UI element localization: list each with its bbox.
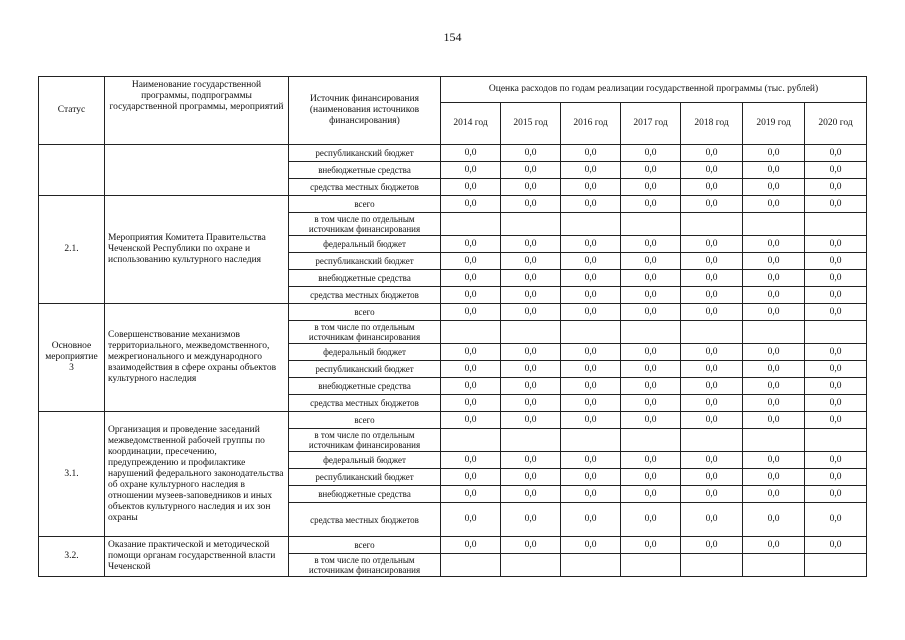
status-cell: 3.1.	[39, 412, 105, 537]
value-cell: 0,0	[561, 287, 621, 304]
value-cell	[805, 429, 867, 452]
value-cell: 0,0	[621, 162, 681, 179]
value-cell	[501, 321, 561, 344]
value-cell: 0,0	[681, 145, 743, 162]
value-cell: 0,0	[441, 344, 501, 361]
name-cell: Организация и проведение заседаний межведомственной рабочей группы по координации, пресечению, предупреждению и профилактике нарушений федерального законодательства об охране культурного наследия в отношении музеев-заповедников и иных объектов культурного наследия и их зон охраны	[105, 412, 289, 537]
source-cell: средства местных бюджетов	[289, 503, 441, 537]
value-cell: 0,0	[501, 304, 561, 321]
value-cell	[621, 429, 681, 452]
value-cell	[501, 554, 561, 577]
value-cell: 0,0	[441, 162, 501, 179]
value-cell: 0,0	[621, 179, 681, 196]
value-cell	[561, 554, 621, 577]
value-cell: 0,0	[441, 378, 501, 395]
value-cell: 0,0	[743, 395, 805, 412]
value-cell: 0,0	[621, 378, 681, 395]
value-cell: 0,0	[805, 378, 867, 395]
value-cell: 0,0	[805, 486, 867, 503]
value-cell	[561, 429, 621, 452]
status-cell: 3.2.	[39, 537, 105, 577]
value-cell: 0,0	[805, 162, 867, 179]
value-cell	[441, 554, 501, 577]
value-cell: 0,0	[805, 503, 867, 537]
value-cell: 0,0	[805, 361, 867, 378]
value-cell: 0,0	[681, 395, 743, 412]
value-cell: 0,0	[501, 179, 561, 196]
value-cell: 0,0	[805, 179, 867, 196]
source-cell: внебюджетные средства	[289, 486, 441, 503]
value-cell: 0,0	[681, 304, 743, 321]
status-cell: Основное мероприятие 3	[39, 304, 105, 412]
source-cell: всего	[289, 304, 441, 321]
value-cell: 0,0	[621, 344, 681, 361]
value-cell: 0,0	[501, 196, 561, 213]
name-cell: Совершенствование механизмов территориального, межведомственного, межрегионального и международного взаимодействия в сфере охраны объектов культурного наследия	[105, 304, 289, 412]
value-cell: 0,0	[743, 145, 805, 162]
value-cell: 0,0	[561, 270, 621, 287]
source-cell: всего	[289, 196, 441, 213]
value-cell: 0,0	[681, 486, 743, 503]
value-cell: 0,0	[441, 486, 501, 503]
value-cell	[621, 554, 681, 577]
value-cell: 0,0	[561, 145, 621, 162]
header-year: 2015 год	[501, 103, 561, 145]
value-cell: 0,0	[743, 412, 805, 429]
value-cell: 0,0	[805, 537, 867, 554]
value-cell: 0,0	[501, 378, 561, 395]
value-cell	[743, 213, 805, 236]
source-cell: в том числе по отдельным источникам финансирования	[289, 213, 441, 236]
value-cell: 0,0	[681, 378, 743, 395]
source-cell: всего	[289, 412, 441, 429]
value-cell	[561, 321, 621, 344]
value-cell: 0,0	[743, 304, 805, 321]
value-cell: 0,0	[621, 361, 681, 378]
header-source: Источник финансирования (наименования источников финансирования)	[289, 77, 441, 145]
table-row	[39, 537, 867, 554]
source-cell: федеральный бюджет	[289, 236, 441, 253]
status-cell	[39, 145, 105, 196]
value-cell: 0,0	[621, 486, 681, 503]
value-cell: 0,0	[501, 486, 561, 503]
value-cell: 0,0	[681, 452, 743, 469]
table-row	[39, 145, 867, 162]
value-cell: 0,0	[501, 270, 561, 287]
value-cell: 0,0	[621, 537, 681, 554]
value-cell: 0,0	[501, 469, 561, 486]
value-cell: 0,0	[743, 344, 805, 361]
value-cell: 0,0	[743, 378, 805, 395]
value-cell: 0,0	[681, 537, 743, 554]
value-cell: 0,0	[805, 236, 867, 253]
header-year: 2019 год	[743, 103, 805, 145]
value-cell: 0,0	[681, 344, 743, 361]
value-cell: 0,0	[681, 196, 743, 213]
value-cell: 0,0	[501, 361, 561, 378]
value-cell: 0,0	[743, 253, 805, 270]
value-cell: 0,0	[561, 344, 621, 361]
value-cell: 0,0	[681, 179, 743, 196]
value-cell: 0,0	[561, 236, 621, 253]
table-row	[39, 304, 867, 321]
header-name: Наименование государственной программы, подпрограммы государственной программы, мероприятий	[105, 77, 289, 145]
name-cell	[105, 145, 289, 196]
value-cell: 0,0	[561, 503, 621, 537]
value-cell: 0,0	[743, 503, 805, 537]
value-cell: 0,0	[441, 537, 501, 554]
value-cell: 0,0	[561, 452, 621, 469]
value-cell: 0,0	[681, 503, 743, 537]
value-cell: 0,0	[743, 469, 805, 486]
value-cell: 0,0	[743, 179, 805, 196]
value-cell: 0,0	[621, 145, 681, 162]
value-cell	[805, 321, 867, 344]
value-cell	[621, 321, 681, 344]
value-cell: 0,0	[621, 395, 681, 412]
source-cell: в том числе по отдельным источникам финансирования	[289, 554, 441, 577]
value-cell: 0,0	[621, 236, 681, 253]
source-cell: в том числе по отдельным источникам финансирования	[289, 321, 441, 344]
value-cell: 0,0	[805, 304, 867, 321]
value-cell: 0,0	[743, 287, 805, 304]
value-cell: 0,0	[621, 270, 681, 287]
value-cell: 0,0	[743, 361, 805, 378]
value-cell: 0,0	[681, 253, 743, 270]
value-cell: 0,0	[441, 270, 501, 287]
value-cell: 0,0	[805, 452, 867, 469]
value-cell: 0,0	[441, 287, 501, 304]
source-cell: внебюджетные средства	[289, 378, 441, 395]
source-cell: средства местных бюджетов	[289, 395, 441, 412]
value-cell: 0,0	[621, 253, 681, 270]
value-cell: 0,0	[743, 162, 805, 179]
value-cell: 0,0	[561, 361, 621, 378]
value-cell: 0,0	[501, 537, 561, 554]
source-cell: федеральный бюджет	[289, 344, 441, 361]
source-cell: республиканский бюджет	[289, 253, 441, 270]
value-cell: 0,0	[441, 361, 501, 378]
value-cell	[561, 213, 621, 236]
table-row	[39, 196, 867, 213]
value-cell	[743, 554, 805, 577]
value-cell	[681, 429, 743, 452]
value-cell: 0,0	[501, 412, 561, 429]
value-cell	[743, 321, 805, 344]
value-cell: 0,0	[805, 395, 867, 412]
header-status: Статус	[39, 77, 105, 145]
value-cell: 0,0	[805, 469, 867, 486]
value-cell: 0,0	[561, 304, 621, 321]
value-cell	[441, 429, 501, 452]
value-cell: 0,0	[805, 412, 867, 429]
value-cell: 0,0	[441, 145, 501, 162]
name-cell: Оказание практической и методической помощи органам государственной власти Чеченской	[105, 537, 289, 577]
value-cell: 0,0	[441, 179, 501, 196]
value-cell: 0,0	[501, 162, 561, 179]
value-cell	[743, 429, 805, 452]
value-cell: 0,0	[805, 145, 867, 162]
header-year: 2017 год	[621, 103, 681, 145]
value-cell: 0,0	[561, 162, 621, 179]
source-cell: республиканский бюджет	[289, 469, 441, 486]
value-cell: 0,0	[681, 361, 743, 378]
value-cell: 0,0	[501, 236, 561, 253]
value-cell: 0,0	[805, 253, 867, 270]
value-cell: 0,0	[501, 452, 561, 469]
header-year: 2016 год	[561, 103, 621, 145]
value-cell: 0,0	[561, 196, 621, 213]
header-year: 2014 год	[441, 103, 501, 145]
value-cell: 0,0	[441, 452, 501, 469]
value-cell: 0,0	[681, 270, 743, 287]
value-cell: 0,0	[621, 412, 681, 429]
value-cell: 0,0	[743, 452, 805, 469]
budget-table	[38, 76, 867, 577]
value-cell: 0,0	[561, 378, 621, 395]
value-cell: 0,0	[681, 162, 743, 179]
value-cell	[501, 213, 561, 236]
header-year: 2018 год	[681, 103, 743, 145]
source-cell: федеральный бюджет	[289, 452, 441, 469]
value-cell	[501, 429, 561, 452]
header-estimate: Оценка расходов по годам реализации государственной программы (тыс. рублей)	[441, 77, 867, 103]
value-cell	[441, 213, 501, 236]
source-cell: внебюджетные средства	[289, 270, 441, 287]
value-cell: 0,0	[501, 395, 561, 412]
value-cell	[681, 213, 743, 236]
value-cell: 0,0	[621, 304, 681, 321]
value-cell: 0,0	[501, 253, 561, 270]
source-cell: всего	[289, 537, 441, 554]
value-cell: 0,0	[621, 287, 681, 304]
table-body	[39, 145, 867, 577]
value-cell: 0,0	[441, 253, 501, 270]
value-cell: 0,0	[621, 452, 681, 469]
value-cell: 0,0	[561, 253, 621, 270]
value-cell: 0,0	[441, 412, 501, 429]
status-cell: 2.1.	[39, 196, 105, 304]
value-cell: 0,0	[805, 287, 867, 304]
value-cell: 0,0	[805, 270, 867, 287]
value-cell: 0,0	[743, 486, 805, 503]
value-cell: 0,0	[501, 344, 561, 361]
value-cell: 0,0	[681, 412, 743, 429]
value-cell: 0,0	[743, 236, 805, 253]
table-row	[39, 412, 867, 429]
value-cell	[805, 213, 867, 236]
value-cell: 0,0	[805, 196, 867, 213]
value-cell: 0,0	[681, 236, 743, 253]
value-cell: 0,0	[561, 486, 621, 503]
value-cell: 0,0	[561, 179, 621, 196]
value-cell: 0,0	[805, 344, 867, 361]
value-cell: 0,0	[441, 236, 501, 253]
header-year: 2020 год	[805, 103, 867, 145]
value-cell: 0,0	[621, 196, 681, 213]
value-cell: 0,0	[501, 145, 561, 162]
value-cell: 0,0	[501, 503, 561, 537]
value-cell: 0,0	[441, 304, 501, 321]
table-header	[39, 77, 867, 145]
source-cell: республиканский бюджет	[289, 361, 441, 378]
value-cell: 0,0	[561, 412, 621, 429]
value-cell: 0,0	[681, 287, 743, 304]
value-cell	[681, 554, 743, 577]
value-cell: 0,0	[621, 503, 681, 537]
value-cell: 0,0	[743, 537, 805, 554]
value-cell: 0,0	[621, 469, 681, 486]
source-cell: в том числе по отдельным источникам финансирования	[289, 429, 441, 452]
value-cell: 0,0	[441, 503, 501, 537]
page-number: 154	[443, 30, 462, 44]
value-cell: 0,0	[743, 196, 805, 213]
value-cell	[681, 321, 743, 344]
value-cell: 0,0	[441, 196, 501, 213]
value-cell: 0,0	[501, 287, 561, 304]
source-cell: средства местных бюджетов	[289, 179, 441, 196]
source-cell: республиканский бюджет	[289, 145, 441, 162]
value-cell	[441, 321, 501, 344]
value-cell: 0,0	[441, 469, 501, 486]
value-cell	[621, 213, 681, 236]
value-cell: 0,0	[441, 395, 501, 412]
value-cell: 0,0	[561, 537, 621, 554]
value-cell	[805, 554, 867, 577]
value-cell: 0,0	[681, 469, 743, 486]
source-cell: внебюджетные средства	[289, 162, 441, 179]
value-cell: 0,0	[561, 469, 621, 486]
value-cell: 0,0	[743, 270, 805, 287]
name-cell: Мероприятия Комитета Правительства Чеченской Республики по охране и использованию культурного наследия	[105, 196, 289, 304]
value-cell: 0,0	[561, 395, 621, 412]
source-cell: средства местных бюджетов	[289, 287, 441, 304]
